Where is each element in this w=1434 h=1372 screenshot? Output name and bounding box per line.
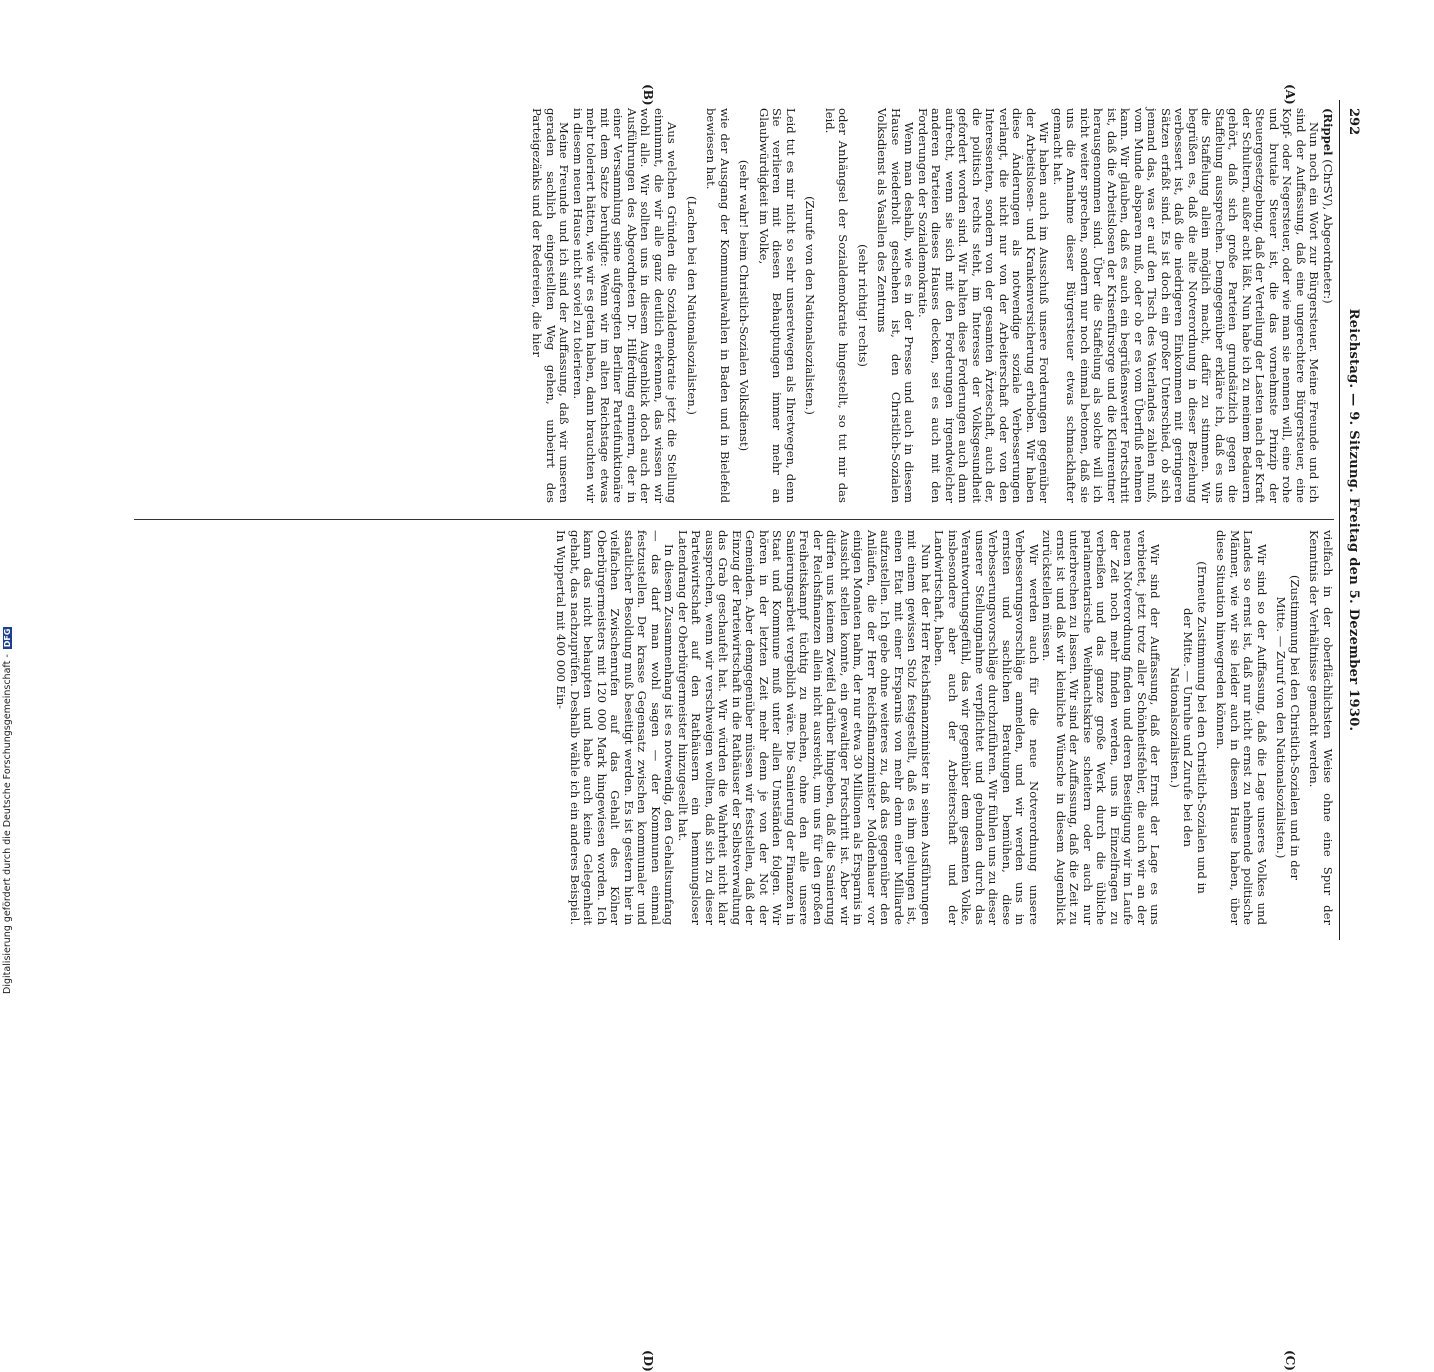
interjection: (sehr wahr! beim Christlich-Sozialen Volksdienst) (737, 159, 752, 452)
page-header (1339, 100, 1362, 940)
left-column (129, 84, 1335, 503)
paragraph: Leid tut es mir nicht so sehr unseretwegen als Ihretwegen, denn Sie verlieren mit diesen Behauptungen immer mehr an Glaubwürdigkeit im Volke, (757, 108, 798, 503)
paragraph: oder Anhängsel der Sozialdemokratie hingestellt, so tut mir das leid. (823, 108, 851, 503)
marker-b: (B) (641, 84, 655, 106)
paragraph: Aus welchen Gründen die Sozialdemokratie jetzt die Stellung einnimmt, die wir alle ganz deutlich erkennen, das wissen wir wohl alle. Wir sollten uns in diesem Augenblick doch auch der Ausführungen des Abgeordneten Dr. Hilferding erinnern, der in einer Versammlung seine aufgeregten Berliner Parteifunktionäre mit dem Satze beruhigte: Wenn wir im alten Reichstage etwas mehr toleriert hätten, wie wir es getan haben, dann brauchten wir in diesem neuen Hause nicht soviel zu tolerieren. (571, 108, 680, 503)
column-divider (134, 519, 1334, 520)
interjection: (sehr richtig! rechts) (856, 244, 870, 367)
speaker-name: (Rippel (1321, 108, 1335, 156)
speaker-line (1321, 108, 1335, 503)
paragraph: Wir werden auch für die neue Notverordnung unsere Verbesserungsvorschläge anmelden, und wir werden uns in ernsten und sachlichen Beratungen bemühen, diese Verbesserungsvorschläge durchzuführen. Wir fühlen uns zu dieser unserer Stellungnahme verpflichtet und gebunden durch das Verantwortungsgefühl, das wir gegenüber dem gesamten Volke, insbesondere aber auch der Arbeiterschaft und der Landwirtschaft, haben. (932, 530, 1041, 925)
right-column (129, 530, 1335, 1372)
paragraph: vielfach in der oberflächlichsten Weise ohne eine Spur der Kenntnis der Verhältnisse gemacht werden. (1307, 530, 1335, 925)
paragraph: Nun hat der Herr Reichsfinanzminister in seinen Ausführungen mit einem gewissen Stolz festgestellt, daß es ihm gelungen ist, einen Etat mit einer Ersparnis von mehr denn einer Milliarde aufzustellen. Ich gebe ohne weiteres zu, daß das gegenüber den Anläufen, die der Herr Reichsfinanzminister Moldenhauer vor einigen Monaten nahm, der nur etwa 30 Millionen als Ersparnis in Aussicht stellen konnte, ein gewaltiger Fortschritt ist. Aber wir dürfen uns keinem Zweifel darüber hingeben, daß die Sanierung der Reichsfinanzen allein nicht ausreicht, um uns für den großen Freiheitskampf tüchtig zu machen, ohne den alle unsere Sanierungsarbeit vergeblich wäre. Die Sanierung der Finanzen in Staat und Kommune muß unter allen Umständen folgen. Wir hören in der letzten Zeit mehr denn je von der Not der Gemeinden. Aber demgegenüber müssen wir feststellen, daß der Einzug der Parteiwirtschaft in die Rathäuser der Selbstverwaltung das Grab geschaufelt hat. Wir würden die Wahrheit nicht klar aussprechen, wenn wir verschweigen wollten, daß sich zu dieser Parteiwirtschaft auf den Rathäusern ein hemmungsloser Latendrang der Oberbürgermeister hinzugesellt hat. (676, 530, 933, 925)
interjection: (Zustimmung bei den Christlich-Sozialen und in der Mitte. — Zuruf von den Nationalsozialisten.) (1274, 574, 1302, 881)
interjection: (Zurufe von den Nationalsozialisten.) (803, 196, 818, 415)
marker-a: (A) (1283, 84, 1297, 105)
paragraph: Wir sind so der Auffassung, daß die Lage unseres Volkes und Landes so ernst ist, daß nur nicht ernst zu nehmende politische Männer, wie wir sie leider auch in diesem Hause haben, über diese Situation hinwegreden können. (1214, 530, 1269, 925)
paragraph: Wir haben auch im Ausschuß unsere Forderungen gegenüber der Arbeitslosen- und Krankenversicherung erhoben. Wir haben diese Änderungen als notwendige soziale Verbesserungen verlangt, die nicht nur von der Arbeiterschaft oder von den Interessenten, sondern von der gesamten Ärzteschaft, auch der, die politisch rechts steht, im Interesse der Volksgesundheit gefordert worden sind. Wir halten diese Forderungen auch dann aufrecht, wenn sie sich mit den Forderungen irgendwelcher anderen Parteien dieses Hauses decken, sei es auch mit den Forderungen der Sozialdemokratie. (916, 108, 1052, 503)
header-title: Reichstag. — 9. Sitzung. Freitag den 5. Dezember 1930. (1346, 308, 1361, 732)
paragraph: Nun noch ein Wort zur Bürgersteuer. Meine Freunde und ich sind der Auffassung, daß eine ungerechtere Bürgersteuer, eine Kopf- oder Negersteuer, oder wie man sie nennen will, eine rohe und brutale Steuer ist, die das vornehmste Prinzip der Steuergesetzgebung, daß der Verteilung der Lasten nach der Kraft der Schultern, außer acht läßt. Nun habe ich zu meinem Bedauern gehört, daß sich große Parteien grundsätzlich gegen die Staffelung aussprechen. Demgegenüber erkläre ich, daß es uns die Staffelung allein möglich macht, dafür zu stimmen. Wir begrüßen es, daß die alte Notverordnung in dieser Beziehung verbessert ist, daß die niedrigeren Einkommen mit geringeren Sätzen erfaßt sind. Es ist doch ein großer Unterschied, ob sich jemand das, was er auf den Tisch des Vaterlandes zahlen muß, vom Munde absparen muß, oder ob er es vom Überfluß nehmen kann. Wir glauben, daß es auch ein begrüßenswerter Fortschritt ist, daß die Arbeitslosen der Krisenfürsorge und die Kleinrentner herausgenommen sind. Über die Staffelung als solche will ich nicht weiter sprechen, sondern nur noch einmal betonen, daß sie uns die Annahme dieser Bürgersteuer etwas schmackhafter gemacht hat. (1051, 108, 1322, 503)
dfg-logo: DFG (3, 628, 12, 648)
paragraph: wie der Ausgang der Kommunalwahlen in Baden und in Bielefeld bewiesen hat. (704, 108, 732, 503)
document-page (122, 84, 1362, 1372)
paragraph: Meine Freunde und ich sind der Auffassung, daß wir unseren geraden sachlich eingestellten Weg gehen, unbeirrt des Parteigezänks und der Redereien, die hier (530, 108, 572, 503)
paragraph: Wenn man deshalb, wie es in der Presse und auch in diesem Hause wiederholt geschehen ist, den Christlich-Sozialen Volksdienst als Vasallen des Zentrums (875, 108, 917, 503)
speaker-party: (ChrSV), Abgeordneter:) (1321, 159, 1335, 304)
marker-c: (C) (1283, 1350, 1297, 1371)
marker-d: (D) (641, 1350, 655, 1372)
page-number: 292 (1346, 108, 1361, 136)
digitization-credit (0, 0, 16, 1000)
paragraph: Wir sind der Auffassung, daß der Ernst der Lage es uns verbietet, jetzt trotz aller Schönheitsfehler, die auch wir an der neuen Notverordnung finden und deren Beseitigung wir im Laufe der Zeit noch mehr finden werden, uns in Einzelfragen zu verbeißen und das ganze große Werk durch die übliche parlamentarische Weihnachtskrise scheitern oder auch nur unterbrechen zu lassen. Wir sind der Auffassung, daß die Zeit zu ernst ist und daß wir kleinliche Wünsche in diesem Augenblick zurückstellen müssen. (1040, 530, 1163, 925)
interjection: (Erneute Zustimmung bei den Christlich-Sozialen und in der Mitte. — Unruhe und Zurufe bei den Nationalsozialisten.) (1168, 561, 1209, 894)
paragraph: In diesem Zusammenhang ist es notwendig, den Gehaltsumfang — das darf man wohl sagen — der Kommunen einmal festzustellen. Der krasse Gegensatz zwischen kommunaler und staatlicher Besoldung muß beseitigt werden. Es ist gestern hier in vielfachen Zwischenrufen auf das Gehalt des Kölner Oberbürgermeisters mit 120 000 Mark hingewiesen worden. Ich kann das nicht behaupten und habe auch keine Gelegenheit gehabt, das nachzuprüfen. Deshalb wähle ich ein anderes Beispiel. In Wuppertal mit 400 000 Ein- (554, 530, 677, 925)
interjection: (Lachen bei den Nationalsozialisten.) (685, 196, 699, 415)
credit-text: Digitalisierung gefördert durch die Deutsche Forschungsgemeinschaft - (2, 654, 13, 994)
